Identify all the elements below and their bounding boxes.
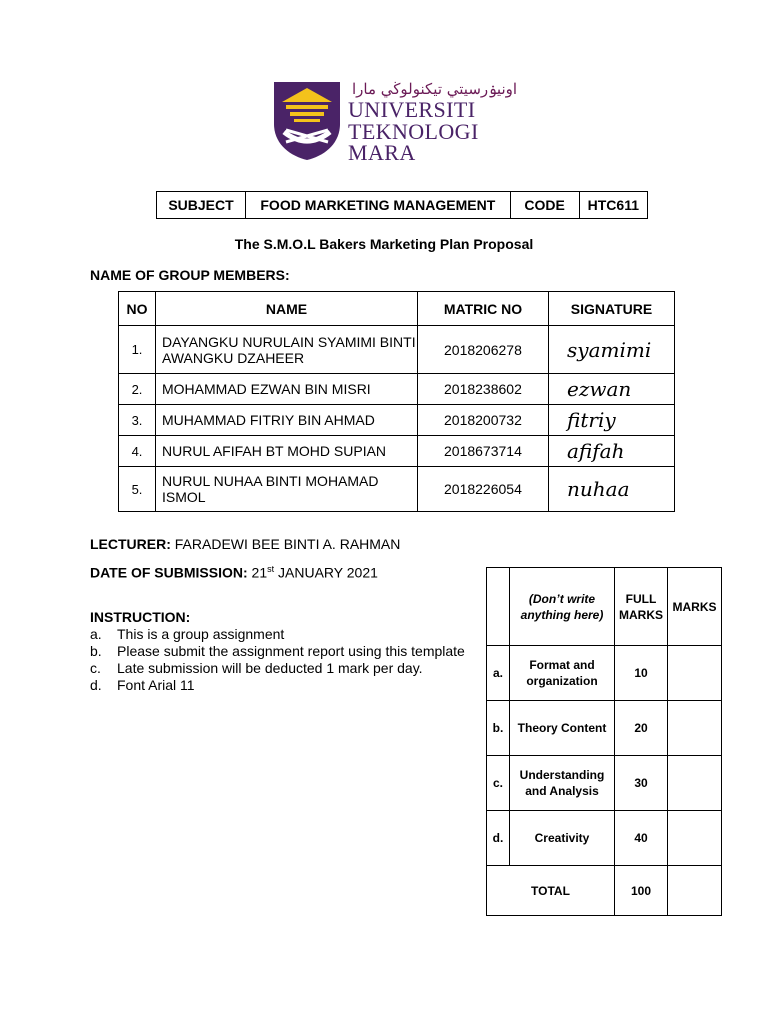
subject-value: FOOD MARKETING MANAGEMENT	[246, 192, 511, 219]
subject-label: SUBJECT	[157, 192, 246, 219]
criterion-name: Format and organization	[510, 646, 615, 701]
criterion-name: Theory Content	[510, 701, 615, 756]
criterion-letter: a.	[487, 646, 510, 701]
logo-word-teknologi: TEKNOLOGI	[348, 119, 479, 144]
table-row	[119, 326, 675, 374]
item-text: This is a group assignment	[117, 626, 285, 642]
university-crest-icon	[272, 80, 342, 162]
submission-suffix: st	[267, 564, 275, 574]
member-no: 4.	[119, 436, 156, 467]
member-no: 1.	[119, 326, 156, 374]
table-row	[119, 405, 675, 436]
member-name: NURUL NUHAA BINTI MOHAMAD ISMOL	[156, 467, 418, 512]
member-name: MUHAMMAD FITRIY BIN AHMAD	[156, 405, 418, 436]
member-matric: 2018206278	[418, 326, 549, 374]
criterion-letter: d.	[487, 811, 510, 866]
proposal-title: The S.M.O.L Bakers Marketing Plan Proposal	[234, 236, 534, 252]
lecturer-label: LECTURER:	[90, 536, 171, 552]
list-item	[90, 626, 465, 643]
lecturer-line	[90, 536, 400, 552]
item-letter: d.	[90, 677, 102, 693]
member-signature: nuhaa	[549, 467, 675, 512]
total-marks-cell[interactable]	[668, 866, 722, 916]
item-letter: c.	[90, 660, 101, 676]
criterion-name: Creativity	[510, 811, 615, 866]
logo-word-universiti: UNIVERSITI	[348, 97, 476, 122]
total-value: 100	[615, 866, 668, 916]
member-no: 3.	[119, 405, 156, 436]
logo-jawi-text: اونيۏرسيتي تيكنولوڬي مارا	[352, 80, 518, 98]
instruction-title: INSTRUCTION:	[90, 609, 191, 625]
subject-table	[156, 191, 648, 219]
members-label: NAME OF GROUP MEMBERS:	[90, 267, 290, 283]
table-row	[487, 811, 722, 866]
item-text: Please submit the assignment report using this template	[117, 643, 465, 659]
list-item	[90, 643, 465, 660]
members-table	[118, 291, 675, 512]
member-name: MOHAMMAD EZWAN BIN MISRI	[156, 374, 418, 405]
table-row	[119, 374, 675, 405]
member-matric: 2018238602	[418, 374, 549, 405]
table-row	[487, 756, 722, 811]
header-no: NO	[119, 292, 156, 326]
criterion-name: Understanding and Analysis	[510, 756, 615, 811]
criterion-marks-cell[interactable]	[668, 811, 722, 866]
member-signature: afifah	[549, 436, 675, 467]
logo-word-mara: MARA	[348, 140, 416, 165]
header-signature: SIGNATURE	[549, 292, 675, 326]
total-row	[487, 866, 722, 916]
criterion-marks-cell[interactable]	[668, 646, 722, 701]
member-matric: 2018673714	[418, 436, 549, 467]
item-letter: a.	[90, 626, 102, 642]
criterion-letter: b.	[487, 701, 510, 756]
header-name: NAME	[156, 292, 418, 326]
marks-blank-cell	[487, 568, 510, 646]
member-no: 5.	[119, 467, 156, 512]
criterion-full-marks: 30	[615, 756, 668, 811]
total-label: TOTAL	[487, 866, 615, 916]
criterion-full-marks: 40	[615, 811, 668, 866]
table-row	[119, 436, 675, 467]
criterion-full-marks: 20	[615, 701, 668, 756]
criterion-letter: c.	[487, 756, 510, 811]
submission-label: DATE OF SUBMISSION:	[90, 564, 248, 581]
submission-date: JANUARY 2021	[278, 564, 378, 581]
member-signature: ezwan	[549, 374, 675, 405]
submission-day: 21	[251, 564, 268, 581]
member-matric: 2018200732	[418, 405, 549, 436]
criterion-marks-cell[interactable]	[668, 701, 722, 756]
table-row	[487, 701, 722, 756]
uitm-logo	[272, 80, 518, 165]
code-value: HTC611	[579, 192, 647, 219]
list-item	[90, 677, 465, 694]
item-text: Font Arial 11	[117, 677, 195, 693]
marks-header: MARKS	[668, 568, 722, 646]
item-text: Late submission will be deducted 1 mark per day.	[117, 660, 423, 676]
criterion-full-marks: 10	[615, 646, 668, 701]
criterion-marks-cell[interactable]	[668, 756, 722, 811]
member-signature: fitriy	[549, 405, 675, 436]
full-marks-header: FULL MARKS	[615, 568, 668, 646]
table-row	[119, 467, 675, 512]
marks-header-row	[487, 568, 722, 646]
member-name: NURUL AFIFAH BT MOHD SUPIAN	[156, 436, 418, 467]
table-row	[487, 646, 722, 701]
members-header-row	[119, 292, 675, 326]
member-matric: 2018226054	[418, 467, 549, 512]
member-signature: syamimi	[549, 326, 675, 374]
header-matric: MATRIC NO	[418, 292, 549, 326]
code-label: CODE	[510, 192, 579, 219]
list-item	[90, 660, 465, 677]
submission-line	[90, 564, 378, 581]
marks-hint: (Don’t write anything here)	[510, 568, 615, 646]
item-letter: b.	[90, 643, 102, 659]
member-name: DAYANGKU NURULAIN SYAMIMI BINTI AWANGKU DZAHEER	[156, 326, 418, 374]
marks-table	[486, 567, 722, 916]
lecturer-value: FARADEWI BEE BINTI A. RAHMAN	[174, 536, 401, 552]
member-no: 2.	[119, 374, 156, 405]
instruction-list	[90, 626, 465, 694]
